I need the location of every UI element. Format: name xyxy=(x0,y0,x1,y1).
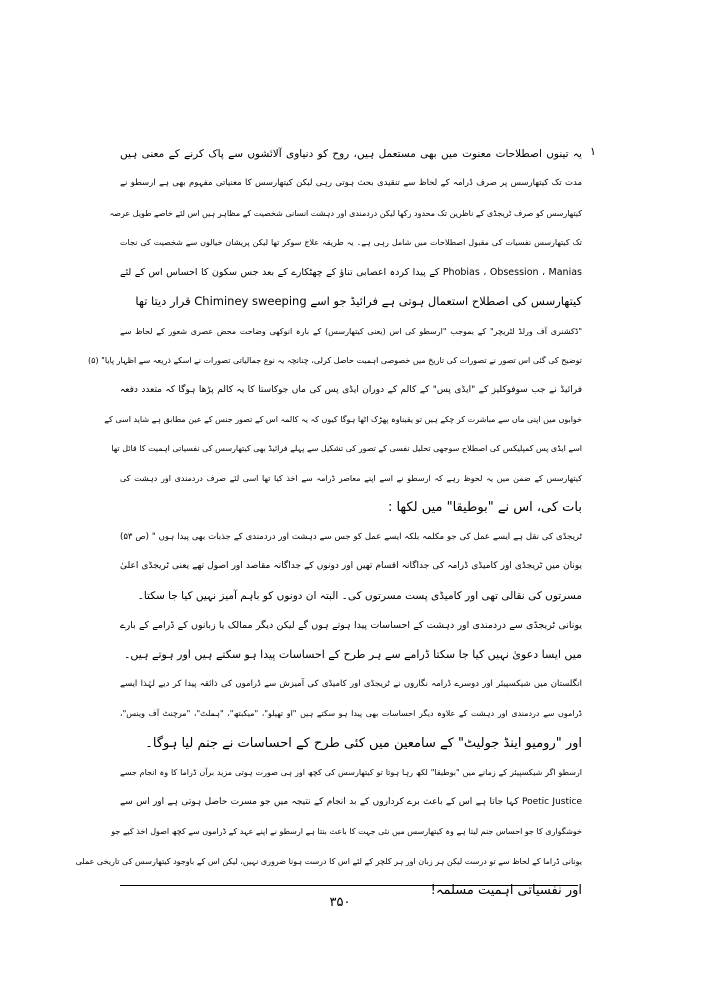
text-line: خوشگواری کا جو احساس جنم لیتا ہے وہ کیتھارسس میں نئی جہت کا باعث بنتا ہے ارسطو نے اپنے عہد کے ڈراموں سے کچھ اصول اخذ کیے جو xyxy=(111,827,582,837)
page-number: ۳۵۰ xyxy=(329,895,351,910)
text-line: فرائیڈ نے جب سوفوکلیز کے "ایڈی پس" کے کالم کے دوران ایڈی پس کی ماں جوکاستا کا یہ کالم پڑھا ہوگا کہ متعدد دفعہ xyxy=(120,384,582,395)
margin-mark: ۱ xyxy=(590,145,596,158)
text-line: توضیح کی گئی اس تصور نے تصورات کی تاریخ میں خصوصی اہمیت حاصل کرلی، چنانچہ یہ نوع جمالیاتی تصورات نے اسکے ذریعہ سے اظہار پایا" (۵) xyxy=(88,356,582,366)
text-line: کیتھارسس کو صرف ٹریجڈی کے ناظرین تک محدود رکھا لیکن دردمندی اور دہشت انسانی شخصیت کے مظاہر ہیں اس لئے خاصے طویل عرصہ xyxy=(109,208,582,218)
text-line: انگلستان میں شیکسپیئر اور دوسرے ڈرامہ نگاروں نے ٹریجڈی اور کامیڈی کی آمیزش سے ڈراموں کی ذائقہ پیدا کر دیے لہٰذا ایسے xyxy=(120,678,582,689)
body-text xyxy=(75,140,582,905)
text-line: اور "رومیو اینڈ جولیٹ" کے سامعین میں کئی طرح کے احساسات نے جنم لیا ہوگا۔ xyxy=(145,735,582,751)
text-line: یونانی ٹریجڈی سے دردمندی اور دہشت کے احساسات پیدا ہوتے ہوں گے لیکن دیگر ممالک یا زبانوں کے ڈرامے کے بارے xyxy=(120,620,582,631)
text-line: کیتھارسس کے ضمن میں یہ لحوظ رہے کہ ارسطو نے اسے اپنے معاصر ڈرامہ سے اخذ کیا تھا اسی لئے صرف دردمندی اور دہشت کی xyxy=(120,473,582,483)
quote-line: ٹریجڈی کی نقل ہے ایسے عمل کی جو مکلمہ بلکہ ایسے عمل کو جس سے دہشت اور دردمندی کے جذبات بھی پیدا ہوں " (ص ۵۳) xyxy=(120,531,582,542)
text-line: یہ تینوں اصطلاحات معنوت میں بھی مستعمل ہیں، روح کو دنیاوی آلائشوں سے پاک کرنے کے معنی ہیں xyxy=(120,148,582,160)
text-line: ڈراموں سے دردمندی اور دہشت کے علاوہ دیگر احساسات بھی پیدا ہو سکتے ہیں "او تھیلو"، "میکبتھ"، "ہملٹ"، "مرچنٹ آف وینس"، xyxy=(120,709,582,719)
text-line: خوابوں میں اپنی ماں سے مباشرت کر چکے ہیں تو یقیناوہ پھڑک اٹھا ہوگا کیوں کہ یہ کالمہ اس کے تصور جنس کے عین مطابق ہے شاید اسی کے xyxy=(104,414,582,424)
text-line: یونانی ڈراما کے لحاظ سے تو درست لیکن ہر زبان اور ہر کلچر کے لئے اس کا درست ہونا ضروری نہیں، لیکن اس کے باوجود کیتھارسس کی تاریخی عملی xyxy=(75,856,582,866)
text-line: میں ایسا دعویٰ نہیں کیا جا سکتا ڈرامے سے ہر طرح کے احساسات پیدا ہو سکتے ہیں اور ہوتے ہیں۔ xyxy=(123,648,582,662)
text-line: Phobias ، Obsession ، Manias کے پیدا کردہ اعصابی تناؤ کے چھٹکارے کے بعد جس سکون کا احساس اس کے لئے xyxy=(120,266,582,278)
text-line: اور نفسیاتی اہمیت مسلمہ! xyxy=(430,882,582,898)
text-line: ارسطو اگر شیکسپیئر کے زمانے میں "بوطیقا" لکھ رہا ہوتا تو کیتھارسس کی کچھ اور ہی صورت ہوتی مزید برآں ڈراما کا وہ انجام جسے xyxy=(120,768,582,778)
text-line: "ڈکشنری آف ورلڈ لٹریچر" کے بموجب "ارسطو کی اس (یعنی کیتھارسس) کے بارہ انوکھی وضاحت محض عصری شعور کے لحاظ سے xyxy=(120,326,582,336)
text-line: یونان میں ٹریجڈی اور کامیڈی ڈرامہ کی جداگانہ اقسام تھیں اور دونوں کے جداگانہ مقاصد اور اصول تھے یعنی ٹریجڈی اعلیٰ xyxy=(120,561,582,572)
footer-divider xyxy=(120,885,578,886)
text-line: تک کیتھارسس نفسیات کی مقبول اصطلاحات میں شامل رہی ہے۔ یہ طریقہ علاج سوکر تھا لیکن پریشان خیالوں سے شخصیت کی نجات xyxy=(120,238,582,248)
text-line: اسے ایڈی پس کمپلیکس کی اصطلاح سوجھی تحلیل نفسی کے تصور کی تشکیل سے پہلے فرائیڈ بھی کیتھارسس کی نفسیاتی اہمیت کا قائل تھا xyxy=(111,444,582,454)
text-line: بات کی، اس نے "بوطیقا" میں لکھا : xyxy=(387,500,582,516)
text-line: مدت تک کیتھارسس پر صرف ڈرامہ کے لحاظ سے تنقیدی بحث ہوتی رہی لیکن کیتھارسس کا معنیاتی مفہوم بھی ہے ارسطو نے xyxy=(120,178,582,189)
text-line: Poetic Justice کہا جاتا ہے اس کے باعث برے کرداروں کے بد انجام کے نتیجہ میں جو مسرت حاصل ہوتی ہے اور اس سے xyxy=(120,796,582,807)
text-line: مسرتوں کی نقالی تھی اور کامیڈی پست مسرتوں کی۔ البتہ ان دونوں کو باہم آمیز نہیں کیا جا سکتا۔ xyxy=(137,589,582,602)
text-line: کیتھارسس کی اصطلاح استعمال ہوتی ہے فرائیڈ جو اسے Chiminey sweeping قرار دیتا تھا xyxy=(135,294,582,309)
